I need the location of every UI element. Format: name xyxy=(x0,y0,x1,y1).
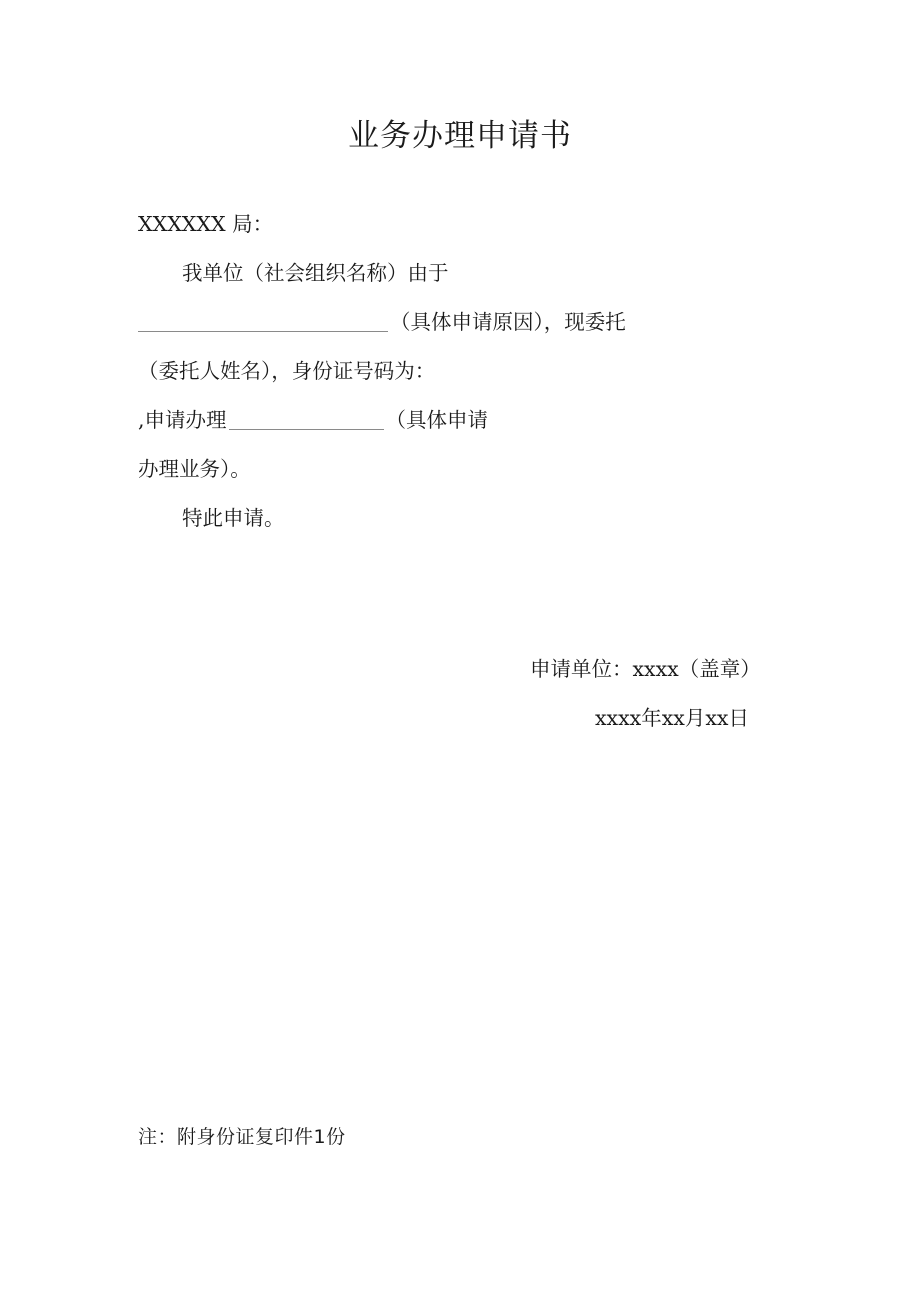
paragraph-line-2 xyxy=(138,298,798,347)
paragraph-line-3: （委托人姓名），身份证号码为： xyxy=(138,359,436,383)
reason-blank-field[interactable] xyxy=(138,312,388,332)
paragraph-line-4-suffix: （具体申请 xyxy=(385,408,489,432)
paragraph-line-4 xyxy=(138,396,798,445)
paragraph-line-6: 特此申请。 xyxy=(182,506,285,530)
document-body xyxy=(138,200,798,543)
business-blank-field[interactable] xyxy=(229,410,384,430)
paragraph-line-5: 办理业务）。 xyxy=(138,457,251,481)
footnote: 注：附身份证复印件1份 xyxy=(138,1126,346,1148)
salutation-line: XXXXXX 局： xyxy=(138,212,274,236)
paragraph-line-4-prefix: ,申请办理 xyxy=(138,408,227,432)
signature-block xyxy=(0,645,920,743)
page-title: 业务办理申请书 xyxy=(348,118,572,154)
paragraph-line-2-text: （具体申请原因），现委托 xyxy=(390,310,626,334)
paragraph-line-1: 我单位（社会组织名称）由于 xyxy=(182,261,449,285)
signature-unit: 申请单位：xxxx（盖章） xyxy=(530,657,761,681)
signature-date: xxxx年xx月xx日 xyxy=(595,706,749,730)
